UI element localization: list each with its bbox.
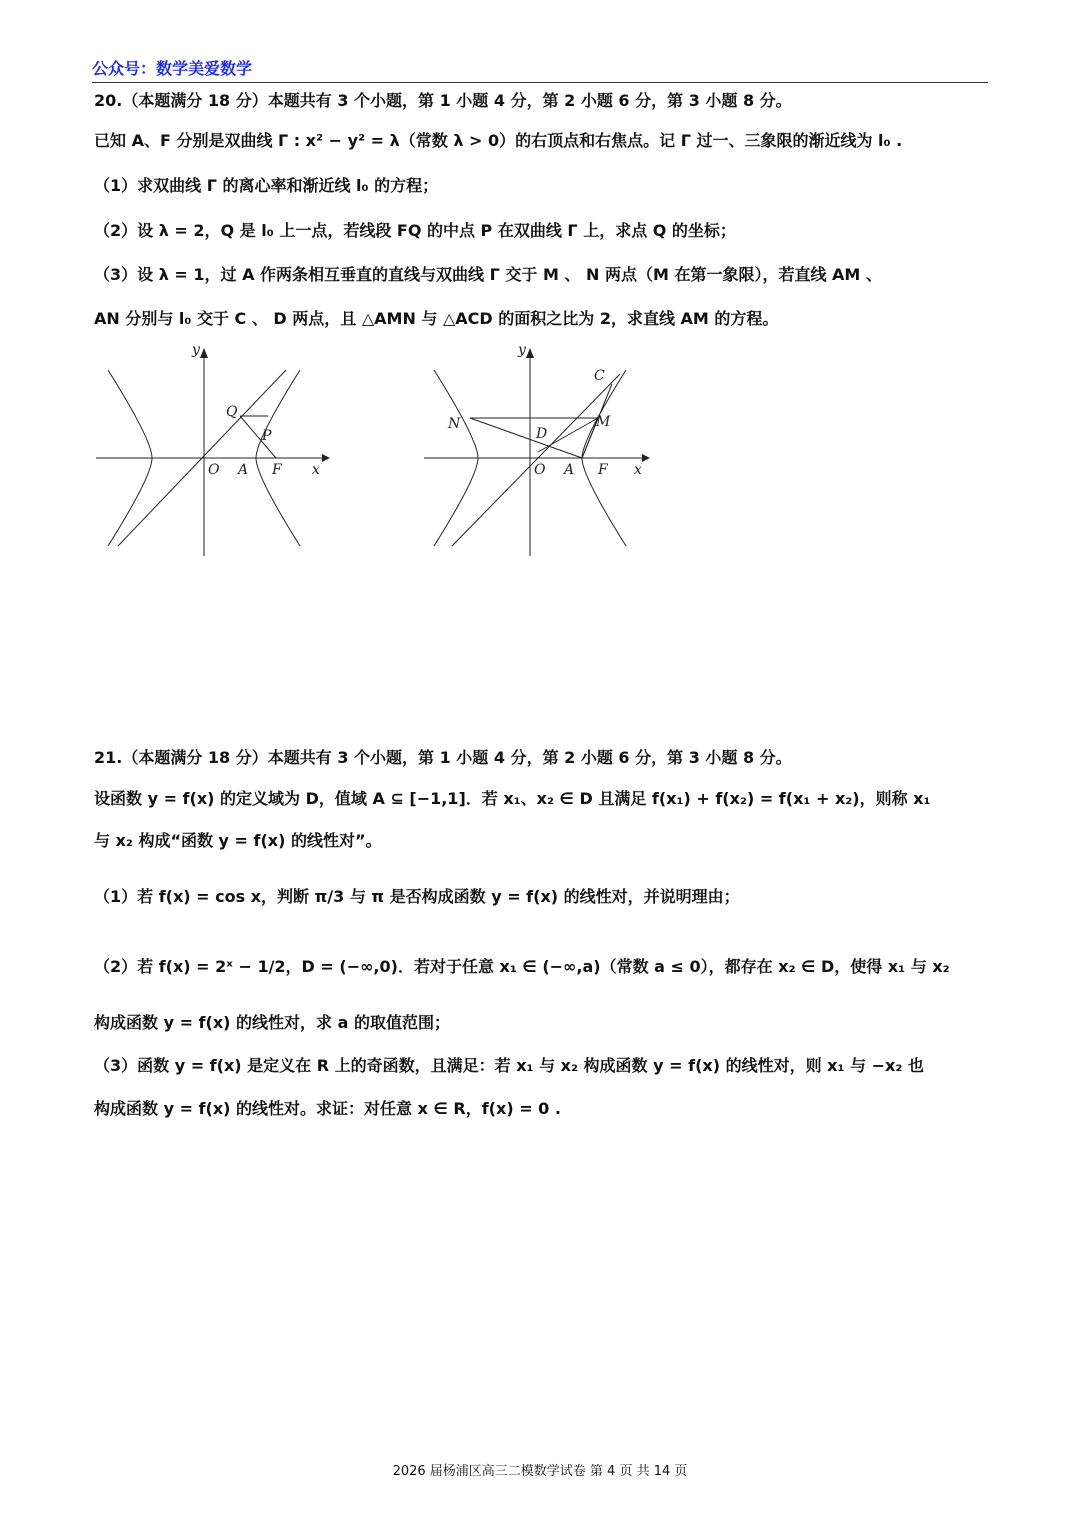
- fig1-label-x: x: [312, 462, 320, 478]
- fig2-label-f: F: [598, 462, 608, 478]
- page-footer: 2026 届杨浦区高三二模数学试卷 第 4 页 共 14 页: [392, 1464, 688, 1479]
- fig1-y-arrow: [200, 348, 208, 358]
- fig2-label-y: y: [518, 342, 526, 358]
- q20-part1: （1）求双曲线 Γ 的离心率和渐近线 l₀ 的方程；: [94, 176, 439, 195]
- figure-2: [420, 340, 660, 560]
- q21-part2b: 构成函数 y = f(x) 的线性对，求 a 的取值范围；: [94, 1013, 450, 1032]
- q21-part1: （1）若 f(x) = cos x，判断 π/3 与 π 是否构成函数 y = f(x) 的线性对，并说明理由；: [94, 887, 740, 906]
- fig2-x-arrow: [642, 454, 650, 462]
- fig1-x-arrow: [322, 454, 330, 462]
- q20-intro: 已知 A、F 分别是双曲线 Γ : x² − y² = λ（常数 λ > 0）的右顶点和右焦点。记 Γ 过一、三象限的渐近线为 l₀ .: [94, 131, 903, 150]
- fig2-segment-na: [470, 418, 582, 458]
- fig1-label-o: O: [208, 462, 220, 478]
- fig2-asymptote: [452, 374, 620, 546]
- q21-title: 21.（本题满分 18 分）本题共有 3 个小题，第 1 小题 4 分，第 2 小题 6 分，第 3 小题 8 分。: [94, 748, 792, 767]
- fig1-label-p: P: [262, 428, 272, 444]
- q20-part3b: AN 分别与 l₀ 交于 C 、 D 两点，且 △AMN 与 △ACD 的面积之比为 2，求直线 AM 的方程。: [94, 309, 779, 328]
- q20-title: 20.（本题满分 18 分）本题共有 3 个小题，第 1 小题 4 分，第 2 小题 6 分，第 3 小题 8 分。: [94, 91, 792, 110]
- fig2-label-a: A: [564, 462, 575, 478]
- q21-part3b: 构成函数 y = f(x) 的线性对。求证：对任意 x ∈ R，f(x) = 0 .: [94, 1099, 561, 1118]
- q21-intro-a: 设函数 y = f(x) 的定义域为 D，值域 A ⊆ [−1,1]．若 x₁、x₂ ∈ D 且满足 f(x₁) + f(x₂) = f(x₁ + x₂)，则称 x₁: [94, 789, 931, 808]
- fig1-label-f: F: [272, 462, 282, 478]
- header-watermark: 公众号：数学美爱数学: [92, 59, 253, 78]
- fig1-label-a: A: [238, 462, 249, 478]
- fig2-label-c: C: [594, 368, 605, 384]
- fig2-label-d: D: [536, 426, 548, 442]
- fig2-y-arrow: [526, 348, 534, 358]
- q21-part3a: （3）函数 y = f(x) 是定义在 R 上的奇函数，且满足：若 x₁ 与 x₂ 构成函数 y = f(x) 的线性对，则 x₁ 与 −x₂ 也: [94, 1056, 924, 1075]
- header-rule: [92, 82, 988, 83]
- q21-intro-b: 与 x₂ 构成“函数 y = f(x) 的线性对”。: [94, 831, 382, 850]
- q20-part3a: （3）设 λ = 1，过 A 作两条相互垂直的直线与双曲线 Γ 交于 M 、 N 两点（M 在第一象限），若直线 AM 、: [94, 265, 882, 284]
- figure-1: [90, 340, 340, 560]
- fig1-label-y: y: [192, 342, 200, 358]
- q20-part2: （2）设 λ = 2，Q 是 l₀ 上一点，若线段 FQ 的中点 P 在双曲线 Γ 上，求点 Q 的坐标；: [94, 221, 736, 240]
- fig2-label-m: M: [596, 414, 611, 430]
- fig2-label-x: x: [634, 462, 642, 478]
- fig2-label-o: O: [534, 462, 546, 478]
- fig1-label-q: Q: [226, 404, 238, 420]
- fig2-label-n: N: [448, 416, 461, 432]
- q21-part2a: （2）若 f(x) = 2ˣ − 1/2，D = (−∞,0)．若对于任意 x₁ ∈ (−∞,a)（常数 a ≤ 0），都存在 x₂ ∈ D，使得 x₁ 与 x₂: [94, 957, 950, 976]
